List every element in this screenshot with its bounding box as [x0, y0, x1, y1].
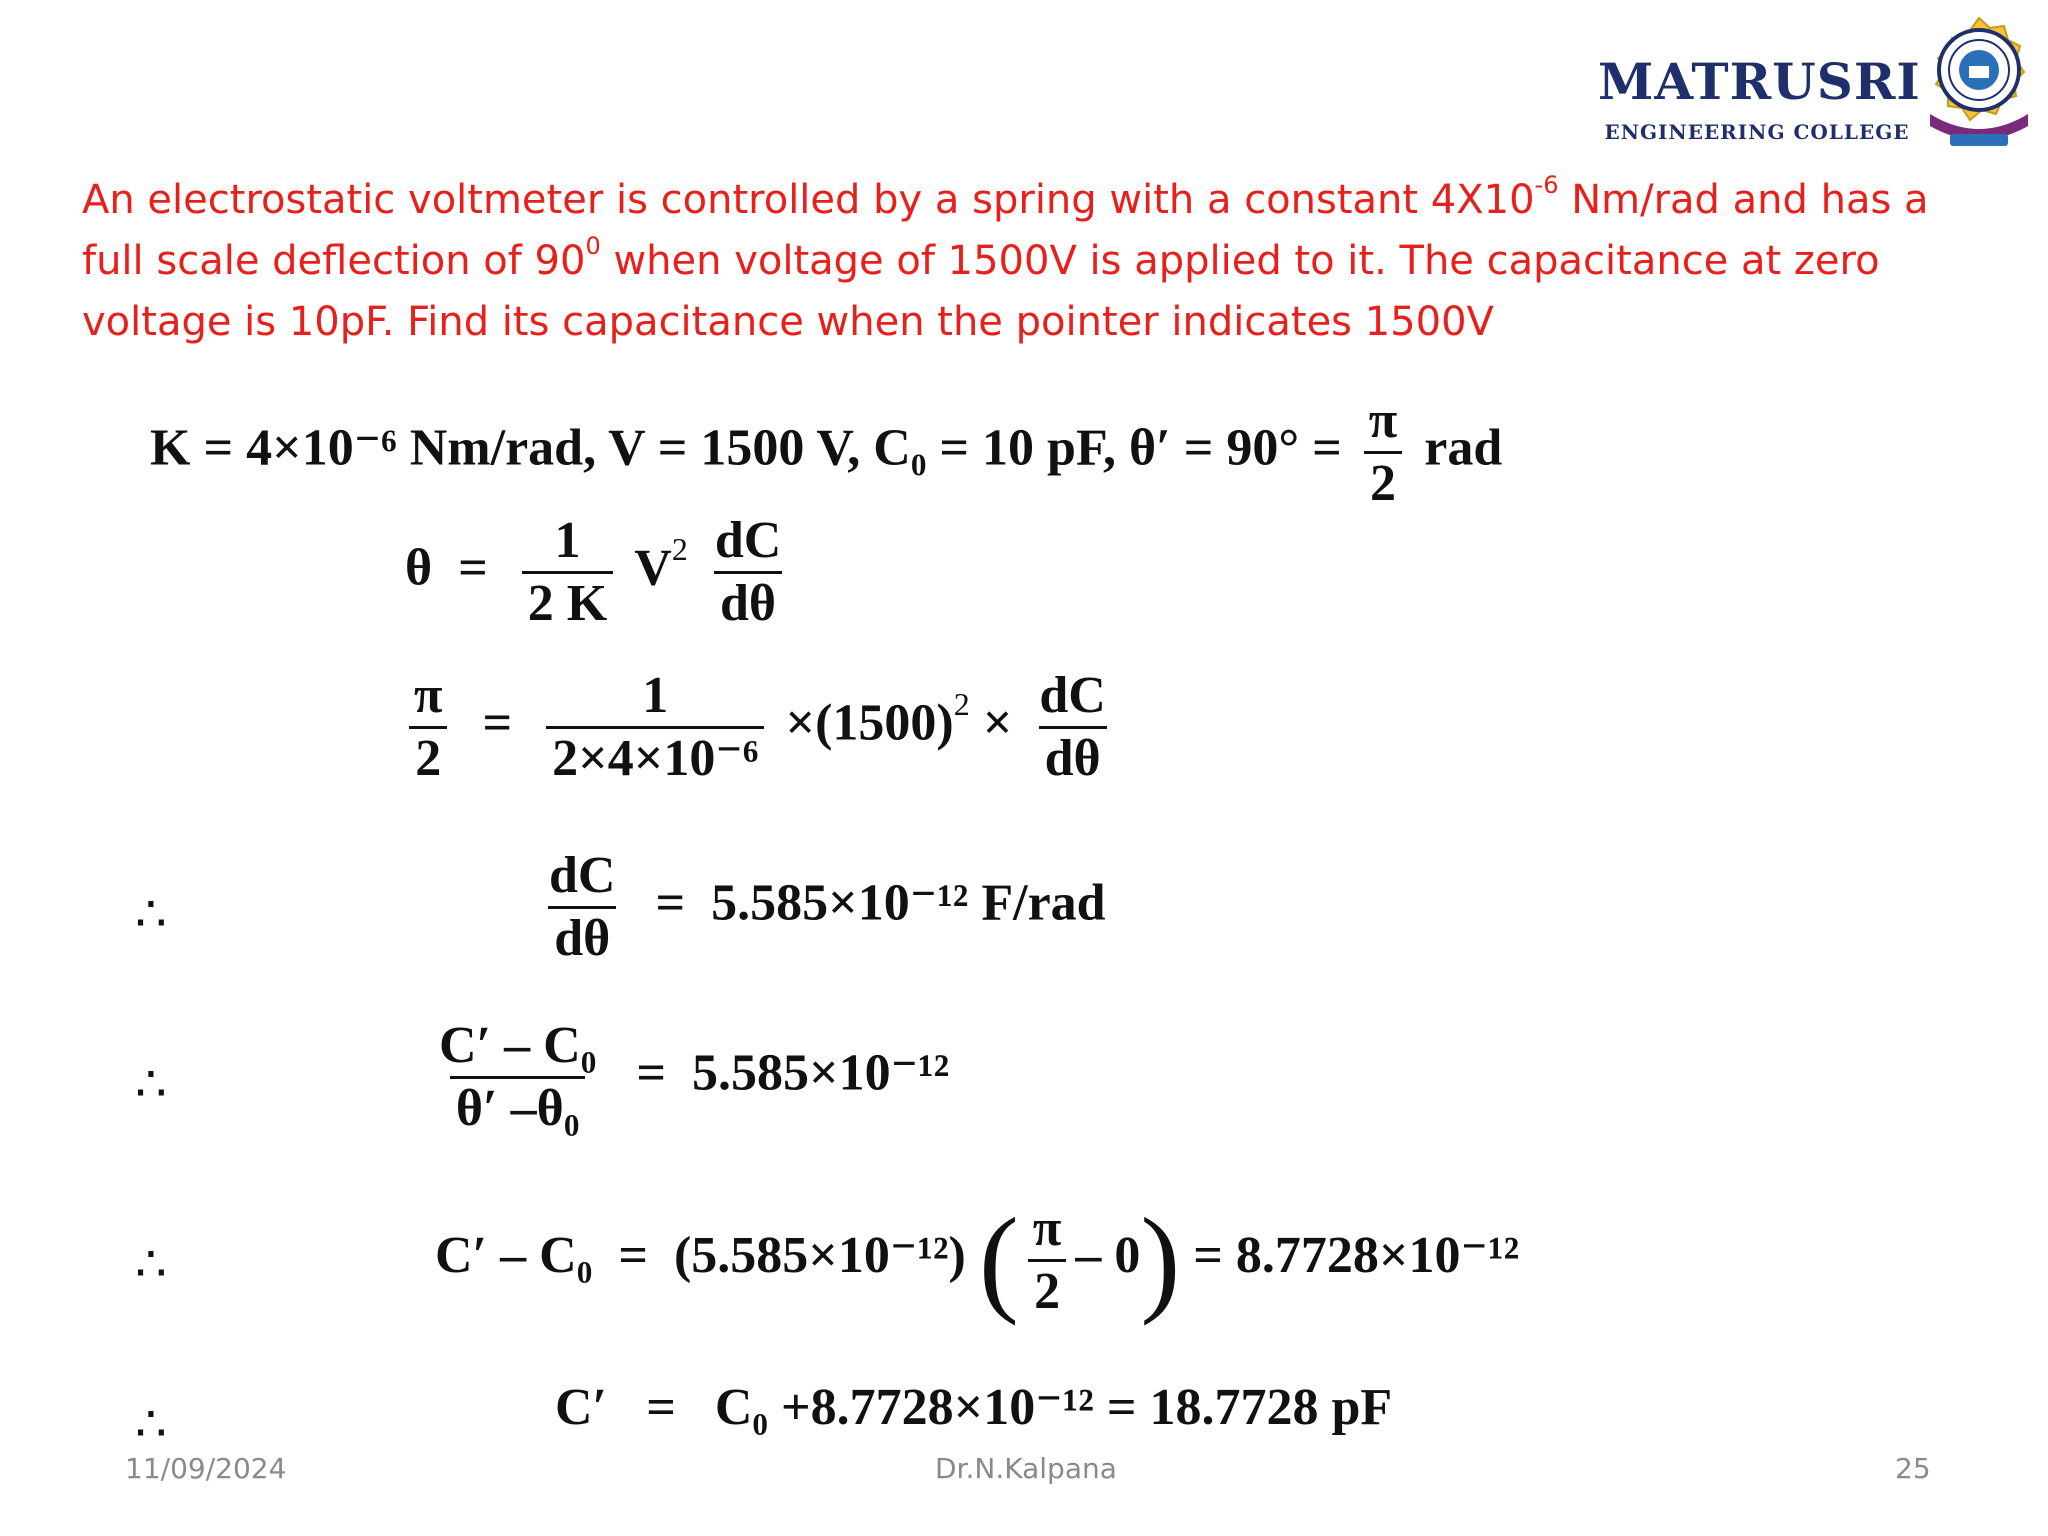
eq6-rhs: C₀ +8.7728×10⁻¹² = — [714, 1379, 1137, 1436]
eq6-equals: = — [646, 1379, 676, 1436]
eq2-pi: π — [414, 667, 443, 724]
eq5-equals: = — [618, 1226, 648, 1284]
eq1-equals: = — [458, 539, 488, 597]
eq2-fraction — [546, 667, 764, 787]
eq3-derivative — [543, 847, 621, 967]
question-exponent-1: -6 — [1534, 170, 1559, 199]
eq3-dtheta: dθ — [548, 906, 616, 965]
eq1-dc: dC — [714, 512, 782, 569]
eq5-two: 2 — [1028, 1259, 1066, 1318]
equation-dc-dtheta — [535, 847, 1106, 967]
college-logo — [1598, 14, 2038, 154]
given-unit: rad — [1424, 419, 1503, 477]
question-exponent-2: 0 — [585, 231, 601, 260]
eq3-dc: dC — [549, 847, 616, 904]
eq3-rhs: 5.585×10⁻¹² F/rad — [711, 874, 1106, 932]
question-text — [82, 170, 1982, 353]
question-part-3: when voltage of 1500V is applied to it. The capacitance at zero voltage is 10pF. Find its capacitance when the pointer indicates 1500V — [82, 238, 1880, 345]
therefore-1: ∴ — [135, 885, 167, 943]
eq5-inner: – 0 — [1075, 1226, 1141, 1284]
given-frac-num: π — [1368, 392, 1398, 449]
footer-date: 11/09/2024 — [125, 1452, 287, 1485]
eq1-derivative — [709, 512, 787, 632]
eq4-fraction — [433, 1017, 602, 1137]
eq2-two: 2 — [409, 726, 447, 785]
given-values — [150, 392, 1503, 512]
college-seal-icon — [1920, 14, 2038, 154]
eq5-lhs: C′ – C₀ — [435, 1226, 593, 1284]
eq2-dtheta: dθ — [1039, 726, 1107, 785]
eq2-dc: dC — [1039, 667, 1106, 724]
therefore-4: ∴ — [135, 1395, 167, 1453]
eq2-den: 2×4×10⁻⁶ — [546, 726, 764, 785]
question-part-1: An electrostatic voltmeter is controlled by a spring with a constant 4X10 — [82, 177, 1535, 223]
eq1-v: V — [634, 539, 672, 597]
logo-name: MATRUSRI — [1598, 52, 1921, 111]
equation-substitution: $\frac{\pi}{2}$ = $\frac{1}{\text{2×4×10⁻⁶}}$ $\times(1500)^2$ × $\frac{dC}{d\theta}$ — [400, 670, 1120, 785]
eq4-num: C′ – C₀ — [439, 1017, 597, 1074]
eq5-pi-over-2 — [1027, 1199, 1068, 1320]
therefore-2: ∴ — [135, 1055, 167, 1113]
eq3-equals: = — [655, 874, 686, 932]
eq5-pi: π — [1032, 1199, 1062, 1257]
eq1-frac-den: 2 K — [522, 571, 613, 630]
equation-deflection: θ = $\frac{1}{2 K}$ $V^2$ $\frac{dC}{d\theta}$ — [405, 515, 795, 630]
eq1-frac-num: 1 — [554, 512, 581, 569]
eq4-rhs: 5.585×10⁻¹² — [691, 1044, 950, 1102]
eq4-equals: = — [636, 1044, 666, 1102]
footer-author: Dr.N.Kalpana — [935, 1452, 1117, 1485]
eq2-derivative — [1033, 667, 1111, 787]
eq2-equals: = — [482, 694, 513, 752]
eq2-num: 1 — [642, 667, 669, 724]
final-answer: 18.7728 pF — [1149, 1379, 1393, 1436]
eq5-result: = 8.7728×10⁻¹² — [1193, 1226, 1520, 1284]
equation-capacitance-ratio — [425, 1017, 950, 1137]
eq1-lhs: θ — [405, 539, 433, 597]
equation-final-capacitance — [555, 1379, 1393, 1436]
eq4-den: θ′ –θ₀ — [450, 1076, 586, 1135]
given-frac-den: 2 — [1364, 451, 1402, 510]
eq1-dtheta: dθ — [714, 571, 782, 630]
page-number: 25 — [1895, 1452, 1931, 1485]
given-fraction — [1363, 392, 1404, 512]
therefore-3: ∴ — [135, 1235, 167, 1293]
eq2-pi-over-2 — [408, 667, 449, 787]
eq2-mid: ×(1500) — [785, 694, 954, 752]
equation-capacitance-difference: C′ – C₀ = (5.585×10⁻¹²) ( $\frac{\pi}{2}$ – 0) = 8.7728×10⁻¹² — [435, 1193, 1520, 1326]
logo-subtitle: ENGINEERING COLLEGE — [1604, 120, 1910, 144]
eq1-fraction — [522, 512, 613, 632]
given-text: K = 4×10⁻⁶ Nm/rad, V = 1500 V, C₀ = 10 pF, θ′ = 90° = — [150, 419, 1342, 477]
eq5-factor: (5.585×10⁻¹²) — [673, 1226, 966, 1284]
eq2-times: × — [982, 694, 1013, 752]
question-part-2: Nm/rad and has a full scale deflection of 90 — [82, 177, 1929, 284]
eq6-lhs: C′ — [555, 1379, 608, 1436]
